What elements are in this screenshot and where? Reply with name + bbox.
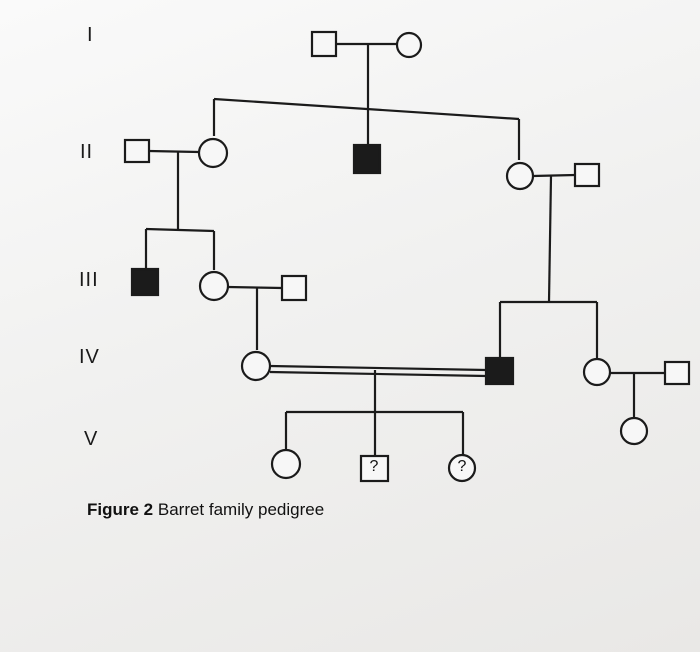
male-unaffected-iii-spouse — [282, 276, 306, 300]
generation-label-iii: III — [79, 269, 99, 291]
figure-title: Barret family pedigree — [157, 500, 325, 519]
female-unaffected-iv-3 — [584, 359, 610, 385]
figure-number: Figure 2 — [87, 500, 154, 519]
mating-line-iii — [228, 287, 282, 288]
unknown-mark-male: ? — [369, 458, 379, 475]
female-unaffected-iv-1 — [242, 352, 270, 380]
mating-line-ii-left — [149, 151, 199, 152]
male-affected-ii-2 — [354, 145, 380, 173]
female-unaffected-v-4 — [621, 418, 647, 444]
sibship-line-gen3 — [146, 229, 214, 231]
male-unaffected-i-1 — [312, 32, 336, 56]
mating-line-ii-right — [533, 175, 575, 176]
generation-label-ii: II — [80, 141, 94, 163]
unknown-mark-female: ? — [457, 458, 467, 475]
female-unaffected-v-1 — [272, 450, 300, 478]
figure-caption — [87, 500, 324, 520]
generation-label-i: I — [87, 24, 94, 46]
male-unaffected-ii-spouse-right — [575, 164, 599, 186]
male-unaffected-ii-spouse — [125, 140, 149, 162]
descent-line-ii-right — [549, 176, 551, 302]
sibship-line-gen2 — [214, 99, 519, 119]
consanguineous-line-a — [270, 366, 486, 370]
generation-label-iv: IV — [79, 346, 100, 368]
female-unaffected-i-2 — [397, 33, 421, 57]
generation-label-v: V — [84, 428, 99, 450]
male-affected-iii-1 — [132, 269, 158, 295]
male-unaffected-iv-spouse — [665, 362, 689, 384]
female-unaffected-ii-1 — [199, 139, 227, 167]
female-unaffected-iii-2 — [200, 272, 228, 300]
male-affected-iv-2 — [486, 358, 513, 384]
female-unaffected-ii-3 — [507, 163, 533, 189]
consanguineous-line-b — [270, 372, 486, 376]
